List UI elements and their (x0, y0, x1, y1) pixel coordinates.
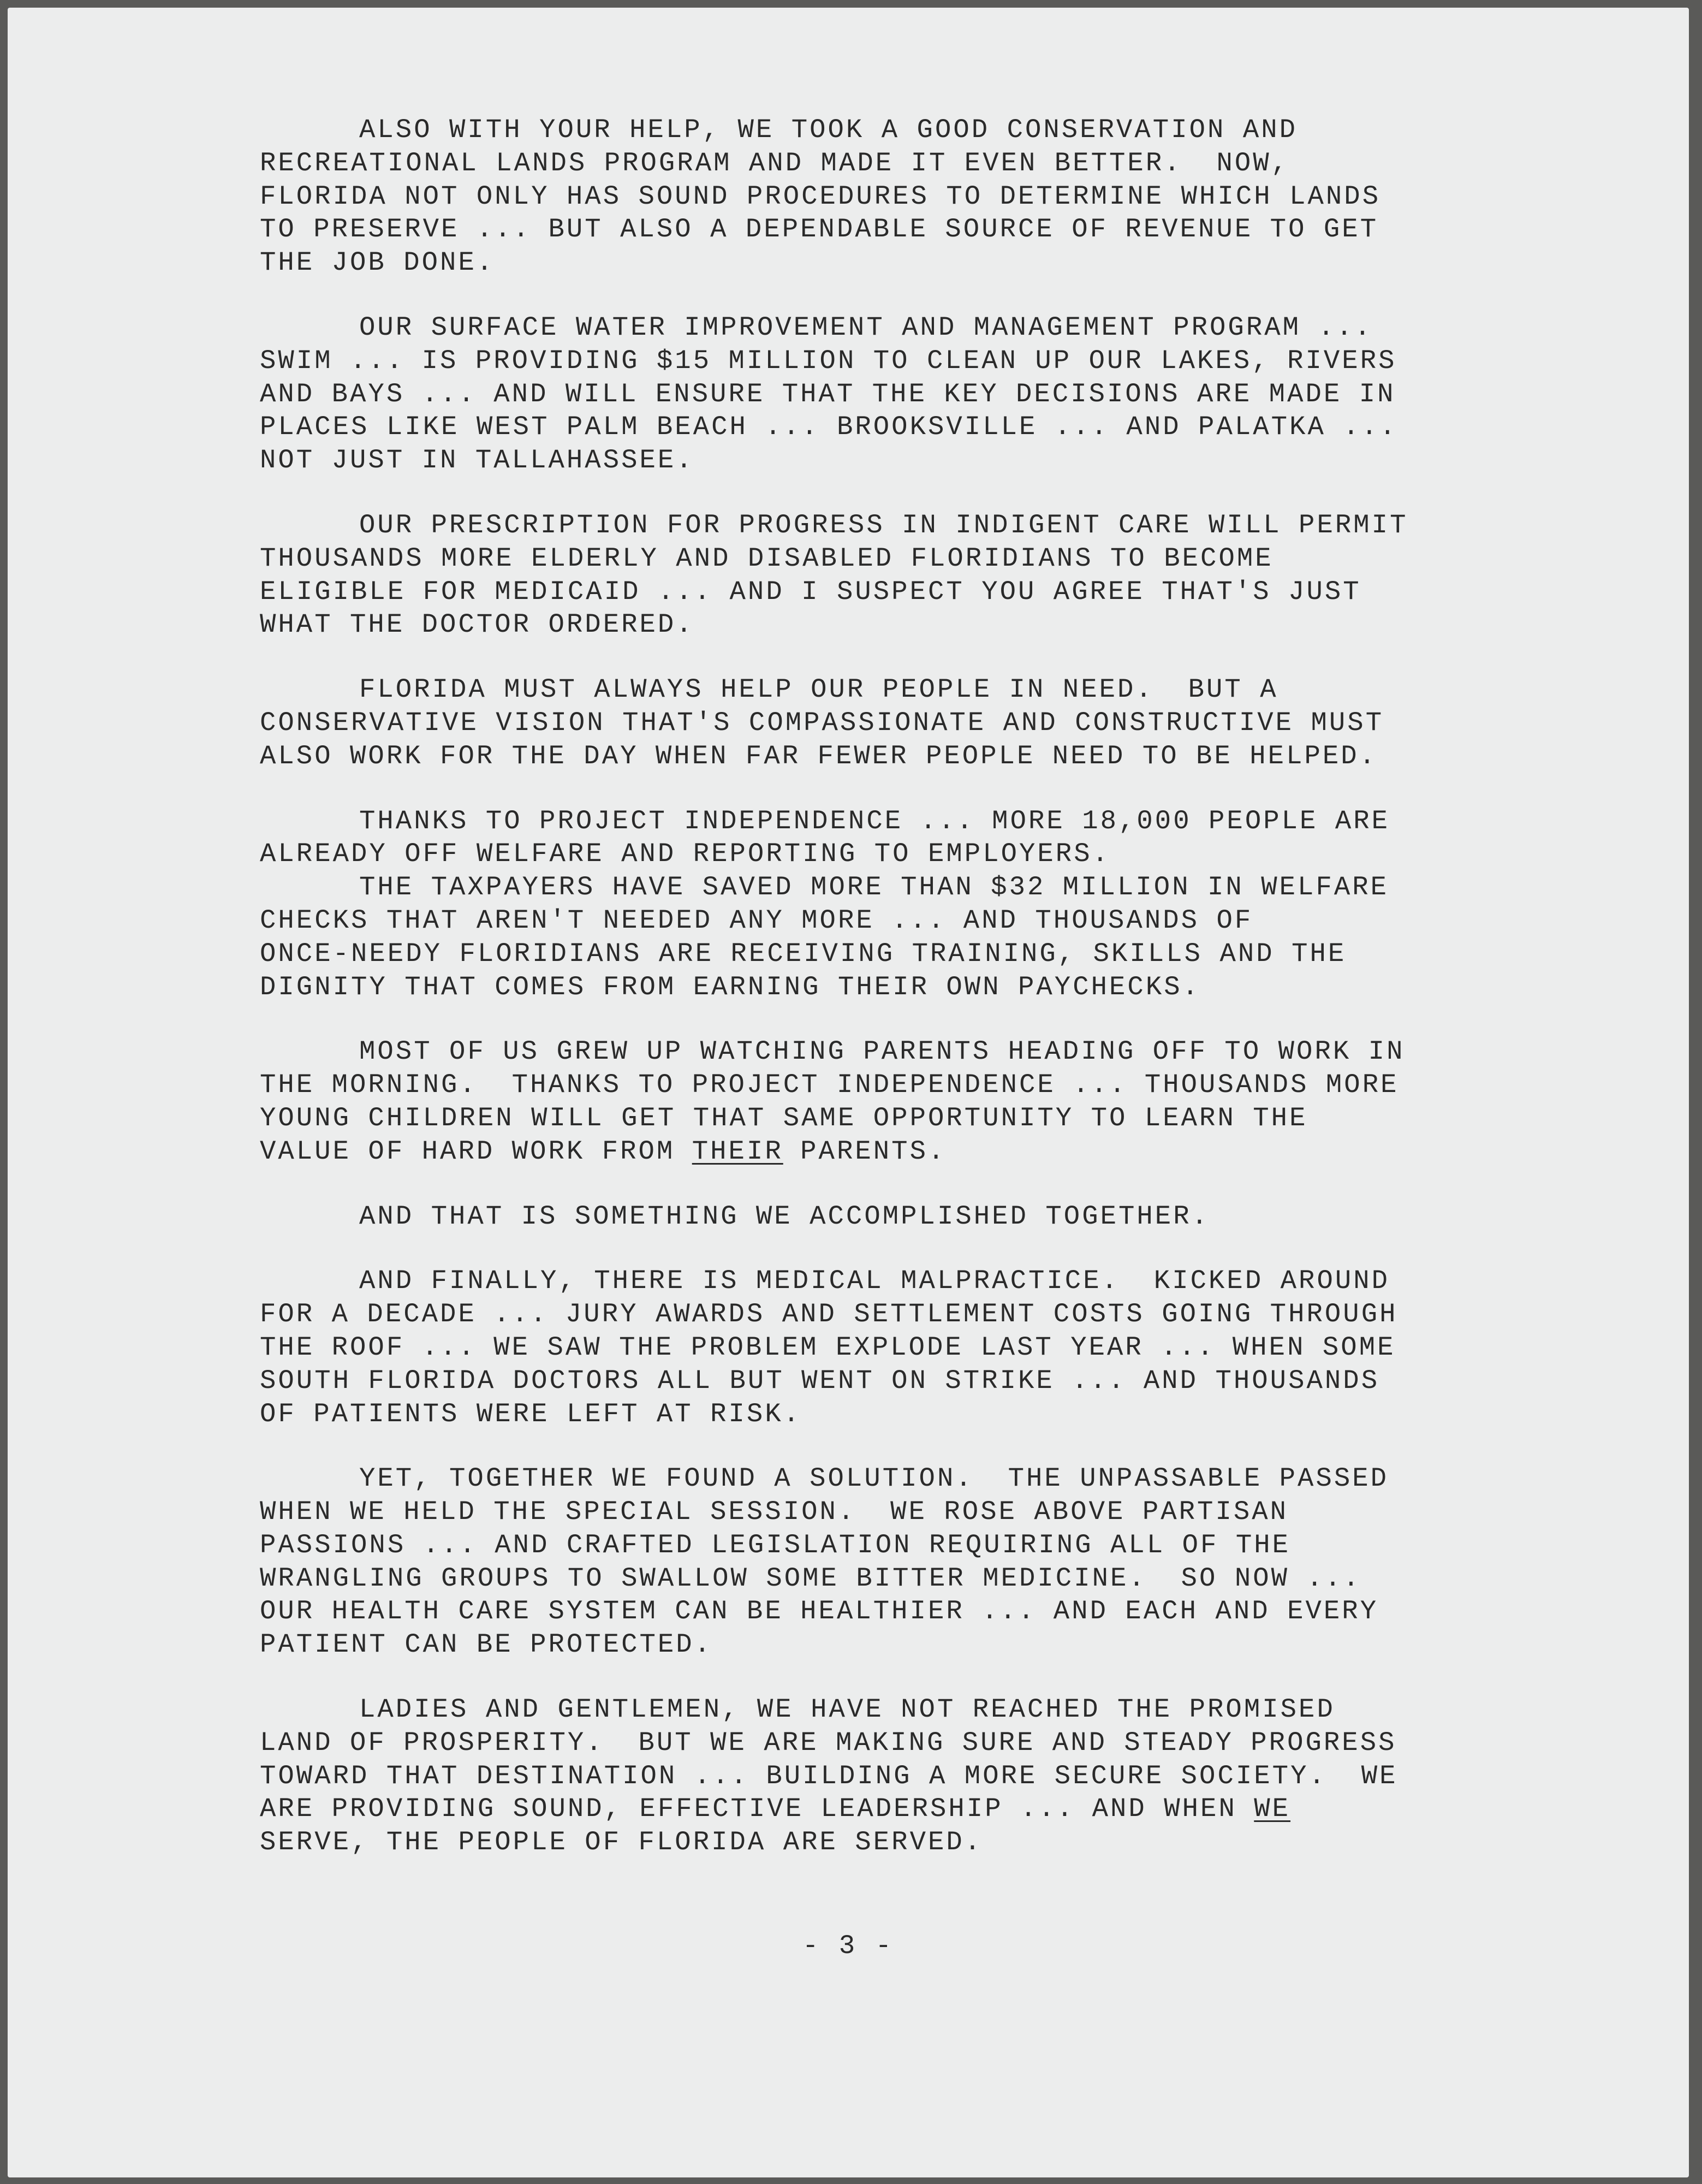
text-line: ELIGIBLE FOR MEDICAID ... AND I SUSPECT YOU AGREE THAT'S JUST (260, 576, 1361, 607)
text-line: THE JOB DONE. (260, 247, 495, 278)
text-line: AND BAYS ... AND WILL ENSURE THAT THE KEY DECISIONS ARE MADE IN (260, 378, 1396, 410)
text-line: TO PRESERVE ... BUT ALSO A DEPENDABLE SOURCE OF REVENUE TO GET (260, 214, 1379, 245)
underlined-word: THEIR (692, 1136, 783, 1167)
text-line: THANKS TO PROJECT INDEPENDENCE ... MORE 18,000 PEOPLE ARE (359, 805, 1390, 836)
text-line: WHEN WE HELD THE SPECIAL SESSION. WE ROSE ABOVE PARTISAN (260, 1497, 1289, 1528)
text-line: AND FINALLY, THERE IS MEDICAL MALPRACTICE. KICKED AROUND (359, 1266, 1390, 1297)
paragraph-parents (260, 1035, 1581, 1168)
text-line: SERVE, THE PEOPLE OF FLORIDA ARE SERVED. (260, 1827, 983, 1858)
text-line: DIGNITY THAT COMES FROM EARNING THEIR OWN PAYCHECKS. (260, 971, 1201, 1002)
paragraph-project-independence (260, 805, 1581, 871)
paragraph-accomplished (260, 1200, 1581, 1233)
text-line: THE MORNING. THANKS TO PROJECT INDEPENDENCE ... THOUSANDS MORE (260, 1070, 1399, 1101)
text-line: CHECKS THAT AREN'T NEEDED ANY MORE ... AND THOUSANDS OF (260, 905, 1253, 936)
text-segment: ARE PROVIDING SOUND, EFFECTIVE LEADERSHIP ... AND WHEN (260, 1794, 1254, 1825)
text-line: WHAT THE DOCTOR ORDERED. (260, 609, 694, 640)
text-line: THE TAXPAYERS HAVE SAVED MORE THAN $32 MILLION IN WELFARE (359, 872, 1389, 903)
paragraph-swim (260, 311, 1581, 477)
text-segment: VALUE OF HARD WORK FROM (260, 1136, 692, 1167)
text-line: AND THAT IS SOMETHING WE ACCOMPLISHED TOGETHER. (359, 1201, 1210, 1232)
text-line: LADIES AND GENTLEMEN, WE HAVE NOT REACHED THE PROMISED (359, 1694, 1335, 1725)
paragraph-taxpayers (260, 871, 1581, 1004)
text-line: OUR SURFACE WATER IMPROVEMENT AND MANAGEMENT PROGRAM ... (359, 312, 1373, 343)
text-line: OF PATIENTS WERE LEFT AT RISK. (260, 1398, 802, 1429)
underlined-word: WE (1254, 1794, 1291, 1825)
text-line: YOUNG CHILDREN WILL GET THAT SAME OPPORTUNITY TO LEARN THE (260, 1102, 1308, 1133)
text-line: FLORIDA MUST ALWAYS HELP OUR PEOPLE IN NEED. BUT A (359, 674, 1278, 705)
text-line: ONCE-NEEDY FLORIDIANS ARE RECEIVING TRAINING, SKILLS AND THE (260, 938, 1347, 969)
text-line: LAND OF PROSPERITY. BUT WE ARE MAKING SURE AND STEADY PROGRESS (260, 1727, 1397, 1758)
paragraph-people-in-need (260, 673, 1581, 773)
text-line: PATIENT CAN BE PROTECTED. (260, 1629, 713, 1660)
text-line: SWIM ... IS PROVIDING $15 MILLION TO CLEAN UP OUR LAKES, RIVERS (260, 345, 1397, 376)
text-line: ALSO WITH YOUR HELP, WE TOOK A GOOD CONSERVATION AND (359, 115, 1298, 145)
text-line: CONSERVATIVE VISION THAT'S COMPASSIONATE AND CONSTRUCTIVE MUST (260, 707, 1384, 738)
text-line: NOT JUST IN TALLAHASSEE. (260, 445, 694, 476)
text-segment: PARENTS. (783, 1136, 947, 1167)
text-line: OUR PRESCRIPTION FOR PROGRESS IN INDIGENT CARE WILL PERMIT (359, 509, 1408, 541)
text-line: THE ROOF ... WE SAW THE PROBLEM EXPLODE LAST YEAR ... WHEN SOME (260, 1332, 1396, 1363)
text-line: OUR HEALTH CARE SYSTEM CAN BE HEALTHIER ... AND EACH AND EVERY (260, 1596, 1379, 1627)
text-line (260, 1793, 1581, 1826)
paragraph-malpractice (260, 1265, 1581, 1431)
text-line: PASSIONS ... AND CRAFTED LEGISLATION REQUIRING ALL OF THE (260, 1529, 1291, 1560)
text-line: YET, TOGETHER WE FOUND A SOLUTION. THE UNPASSABLE PASSED (359, 1463, 1389, 1494)
text-line: ALSO WORK FOR THE DAY WHEN FAR FEWER PEOPLE NEED TO BE HELPED. (260, 740, 1378, 771)
text-line: TOWARD THAT DESTINATION ... BUILDING A MORE SECURE SOCIETY. WE (260, 1760, 1398, 1791)
text-line: WRANGLING GROUPS TO SWALLOW SOME BITTER MEDICINE. SO NOW ... (260, 1563, 1361, 1594)
text-line: MOST OF US GREW UP WATCHING PARENTS HEADING OFF TO WORK IN (359, 1036, 1405, 1067)
text-line: ALREADY OFF WELFARE AND REPORTING TO EMPLOYERS. (260, 839, 1111, 870)
text-line (260, 1135, 1581, 1168)
text-line: RECREATIONAL LANDS PROGRAM AND MADE IT EVEN BETTER. NOW, (260, 147, 1290, 179)
paragraph-indigent-care (260, 509, 1581, 642)
text-line: SOUTH FLORIDA DOCTORS ALL BUT WENT ON STRIKE ... AND THOUSANDS (260, 1365, 1380, 1396)
page-number: - 3 - (802, 1931, 894, 1961)
text-line: PLACES LIKE WEST PALM BEACH ... BROOKSVILLE ... AND PALATKA ... (260, 412, 1398, 443)
document-body (260, 114, 1581, 1891)
paragraph-conservation (260, 114, 1581, 280)
paragraph-solution (260, 1462, 1581, 1661)
text-line: FOR A DECADE ... JURY AWARDS AND SETTLEMENT COSTS GOING THROUGH (260, 1299, 1398, 1330)
text-line: FLORIDA NOT ONLY HAS SOUND PROCEDURES TO DETERMINE WHICH LANDS (260, 181, 1381, 212)
paragraph-prosperity (260, 1693, 1581, 1859)
text-line: THOUSANDS MORE ELDERLY AND DISABLED FLORIDIANS TO BECOME (260, 543, 1273, 574)
